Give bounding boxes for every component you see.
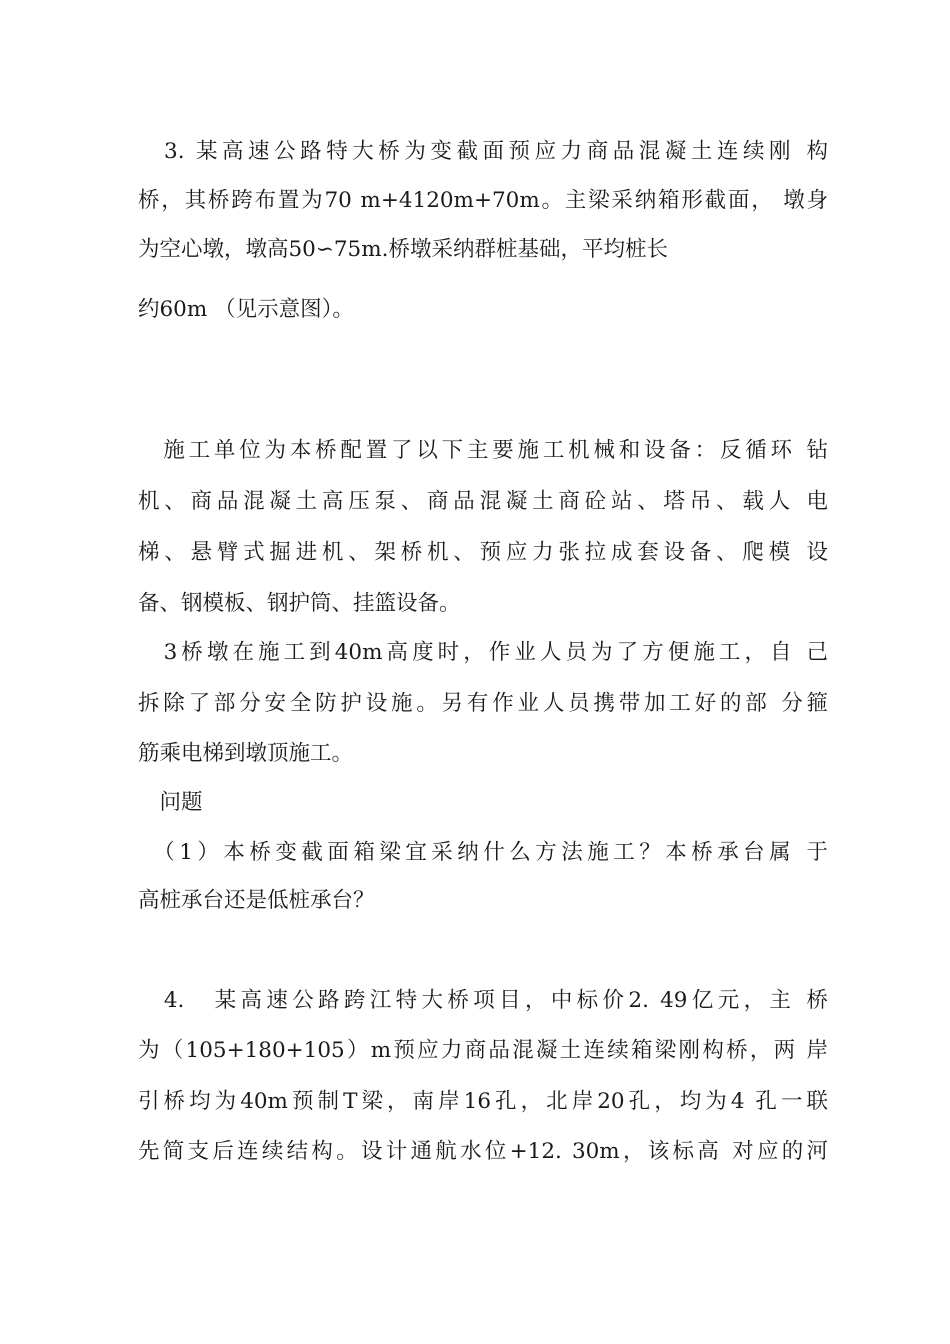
- text-line: 先简支后连续结构。设计通航水位+12. 30m，该标高 对应的河: [138, 1139, 828, 1164]
- text-line: （1）本桥变截面箱梁宜采纳什么方法施工？本桥承台属 于: [138, 840, 828, 865]
- text-line: 引桥均为40m预制T梁，南岸16孔，北岸20孔，均为4 孔一联: [138, 1089, 828, 1114]
- text-line: 备、钢模板、钢护筒、挂篮设备。: [138, 591, 461, 616]
- text-line: 施工单位为本桥配置了以下主要施工机械和设备：反循环 钻: [138, 438, 828, 463]
- text-line: 4. 某高速公路跨江特大桥项目，中标价2. 49亿元，主 桥: [138, 988, 828, 1013]
- text-line: 拆除了部分安全防护设施。另有作业人员携带加工好的部 分箍: [138, 691, 828, 716]
- text-line: 3. 某高速公路特大桥为变截面预应力商品混凝土连续刚 构: [138, 139, 828, 164]
- text-line: 3桥墩在施工到40m高度时，作业人员为了方便施工，自 己: [138, 640, 828, 665]
- text-line: 高桩承台还是低桩承台？: [138, 888, 375, 913]
- text-line: 桥，其桥跨布置为70 m+4120m+70m。主梁采纳箱形截面， 墩身: [138, 188, 828, 213]
- text-line: 为（105+180+105）m预应力商品混凝土连续箱梁刚构桥，两 岸: [138, 1038, 828, 1063]
- text-line: 机、商品混凝土高压泵、商品混凝土商砼站、塔吊、载人 电: [138, 489, 828, 514]
- text-line: 为空心墩，墩高50∽75m.桥墩采纳群桩基础，平均桩长: [138, 237, 668, 262]
- text-line: 梯、悬臂式掘进机、架桥机、预应力张拉成套设备、爬模 设: [138, 540, 828, 565]
- text-line: 筋乘电梯到墩顶施工。: [138, 741, 354, 766]
- heading-question: 问题: [138, 790, 203, 815]
- text-line: 约60m （见示意图）。: [138, 297, 354, 322]
